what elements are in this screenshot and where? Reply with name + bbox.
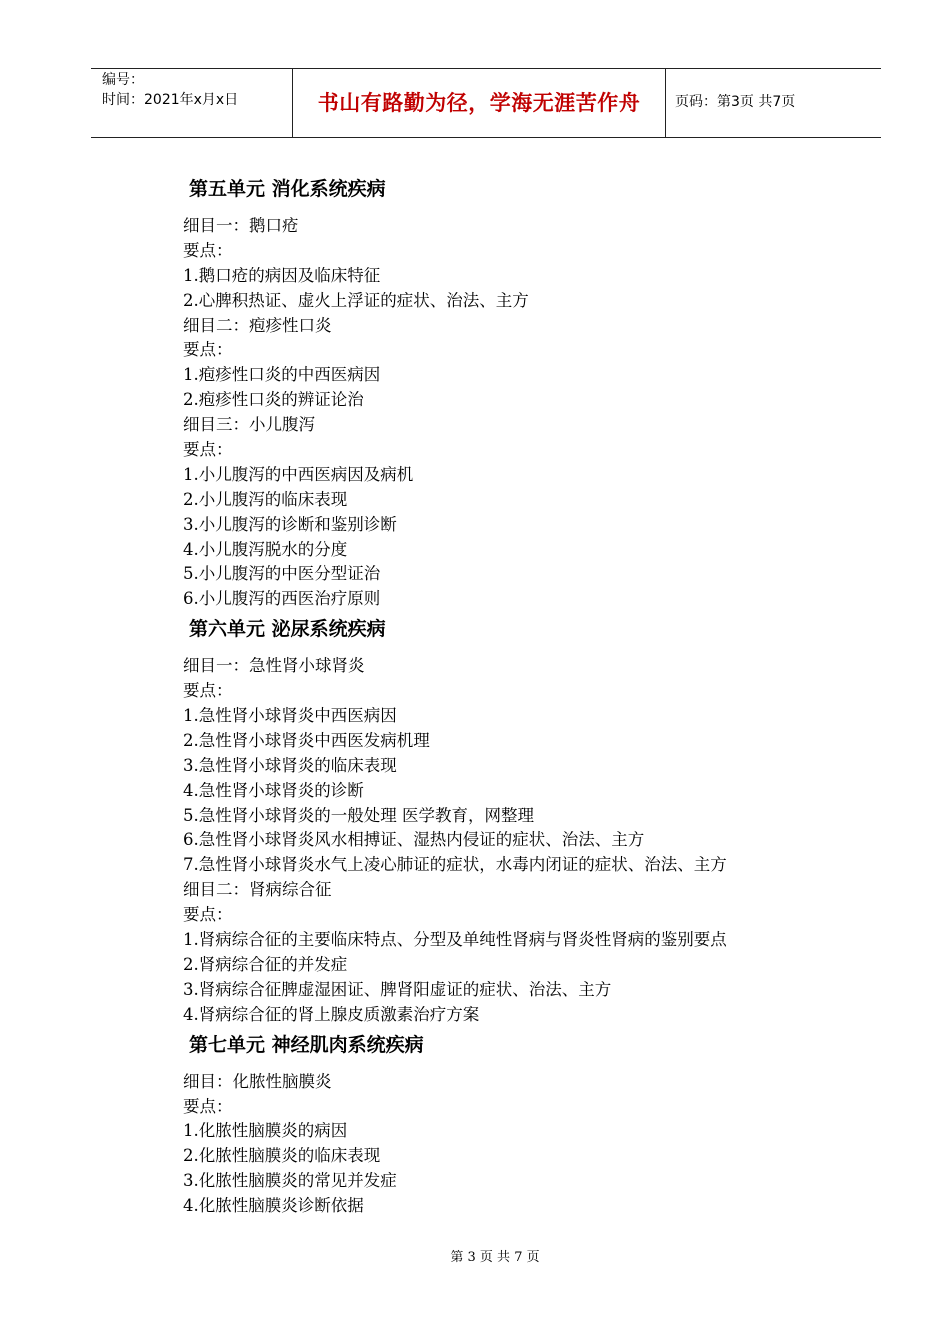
text-line: 细目：化脓性脑膜炎 (183, 1071, 332, 1091)
text-line: 细目二：肾病综合征 (183, 880, 332, 900)
page-header (91, 68, 881, 138)
text-line: 6.小儿腹泻的西医治疗原则 (183, 589, 381, 609)
text-line: 7.急性肾小球肾炎水气上凌心肺证的症状，水毒内闭证的症状、治法、主方 (183, 855, 727, 875)
section-lines (183, 654, 883, 1027)
text-line: 1.鹅口疮的病因及临床特征 (183, 265, 381, 285)
header-page-cell (666, 69, 881, 137)
text-line: 要点： (183, 905, 233, 925)
text-line: 6.急性肾小球肾炎风水相搏证、湿热内侵证的症状、治法、主方 (183, 830, 645, 850)
text-line: 要点： (183, 1096, 233, 1116)
header-motto: 书山有路勤为径，学海无涯苦作舟 (317, 91, 641, 115)
text-line: 4.急性肾小球肾炎的诊断 (183, 780, 364, 800)
text-line: 1.急性肾小球肾炎中西医病因 (183, 706, 397, 726)
text-line: 2.小儿腹泻的临床表现 (183, 489, 348, 509)
document-number-label: 编号： (102, 72, 144, 88)
text-line: 2.心脾积热证、虚火上浮证的症状、治法、主方 (183, 290, 529, 310)
text-line: 3.肾病综合征脾虚湿困证、脾肾阳虚证的症状、治法、主方 (183, 979, 612, 999)
text-line: 3.化脓性脑膜炎的常见并发症 (183, 1171, 397, 1191)
text-line: 3.小儿腹泻的诊断和鉴别诊断 (183, 514, 397, 534)
text-line: 1.小儿腹泻的中西医病因及病机 (183, 464, 414, 484)
text-line: 5.小儿腹泻的中医分型证治 (183, 564, 381, 584)
section-lines (183, 214, 883, 612)
text-line: 4.小儿腹泻脱水的分度 (183, 539, 348, 559)
text-line: 2.疱疹性口炎的辨证论治 (183, 390, 364, 410)
text-line: 细目二：疱疹性口炎 (183, 315, 332, 335)
document-body (183, 176, 883, 1219)
text-line: 要点： (183, 340, 233, 360)
text-line: 4.肾病综合征的肾上腺皮质激素治疗方案 (183, 1004, 480, 1024)
text-line: 细目一：鹅口疮 (183, 216, 299, 235)
text-line: 2.肾病综合征的并发症 (183, 954, 348, 974)
text-line: 细目三：小儿腹泻 (183, 415, 315, 435)
text-line: 要点： (183, 240, 233, 260)
header-page-number: 页码：第3页 共7页 (675, 94, 796, 110)
section-title: 第七单元 神经肌肉系统疾病 (189, 1033, 424, 1056)
text-line: 1.疱疹性口炎的中西医病因 (183, 365, 381, 385)
text-line: 细目一：急性肾小球肾炎 (183, 656, 365, 676)
text-line: 5.急性肾小球肾炎的一般处理 医学教育，网整理 (183, 805, 534, 825)
text-line: 2.化脓性脑膜炎的临床表现 (183, 1146, 381, 1166)
text-line: 要点： (183, 681, 233, 701)
text-line: 3.急性肾小球肾炎的临床表现 (183, 755, 397, 775)
section-title: 第六单元 泌尿系统疾病 (189, 618, 386, 641)
page-footer: 第 3 页 共 7 页 (450, 1250, 540, 1265)
text-line: 2.急性肾小球肾炎中西医发病机理 (183, 730, 430, 750)
section-title: 第五单元 消化系统疾病 (189, 178, 386, 200)
text-line: 1.肾病综合征的主要临床特点、分型及单纯性肾病与肾炎性肾病的鉴别要点 (183, 930, 727, 950)
text-line: 4.化脓性脑膜炎诊断依据 (183, 1196, 364, 1216)
text-line: 1.化脓性脑膜炎的病因 (183, 1121, 348, 1141)
document-time-label: 时间：2021年x月x日 (102, 92, 239, 108)
text-line: 要点： (183, 440, 233, 460)
header-motto-cell (292, 69, 666, 137)
header-left-cell (91, 69, 292, 137)
section-lines (183, 1070, 883, 1219)
